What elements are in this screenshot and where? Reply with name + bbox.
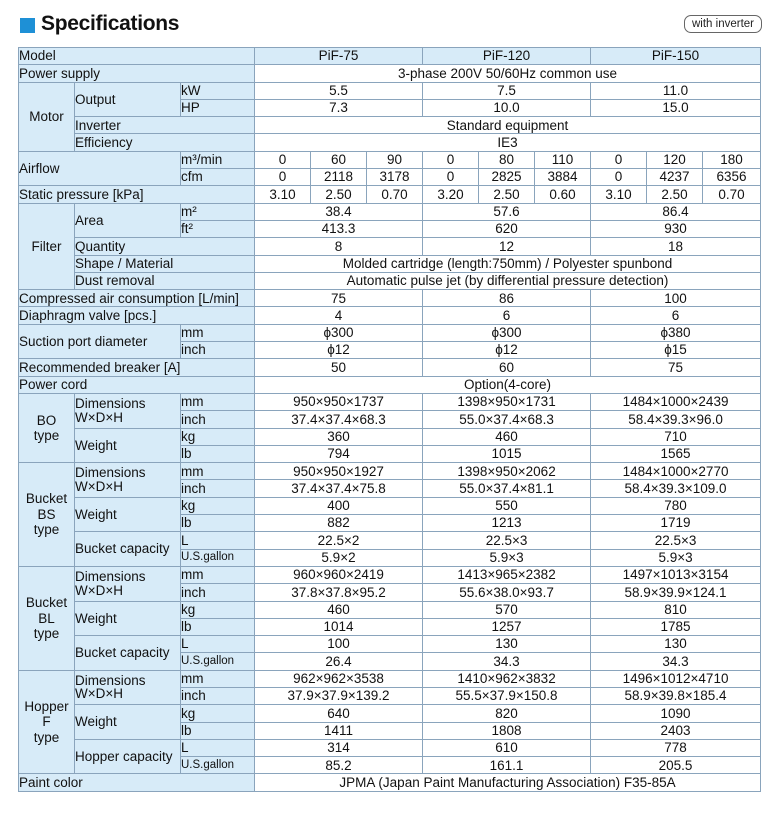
cell: ϕ12 — [423, 342, 591, 359]
dimensions-line1: Dimensions — [75, 465, 146, 481]
bl-type-line2: BL — [38, 610, 55, 626]
table-row — [19, 428, 761, 445]
unit-mm: mm — [181, 670, 255, 687]
cell: 780 — [591, 497, 761, 514]
cell: 86 — [423, 290, 591, 307]
table-row — [19, 636, 761, 653]
suction-label: Suction port diameter — [19, 324, 181, 359]
compressed-air-label: Compressed air consumption [L/min] — [19, 290, 255, 307]
cell: 1497×1013×3154 — [591, 566, 761, 583]
cell: 55.6×38.0×93.7 — [423, 584, 591, 601]
cell: 962×962×3538 — [255, 670, 423, 687]
cell: 1213 — [423, 515, 591, 532]
table-row — [19, 393, 761, 410]
model-pif150: PiF-150 — [591, 48, 761, 65]
cell: 1257 — [423, 618, 591, 635]
unit-ft2: ft² — [181, 220, 255, 237]
dimensions-line2: W×D×H — [75, 686, 124, 702]
cell: 460 — [423, 428, 591, 445]
bs-type-label — [19, 463, 75, 567]
bl-type-line3: type — [33, 626, 60, 642]
table-row — [19, 82, 761, 99]
bl-type-label — [19, 566, 75, 670]
unit-kg: kg — [181, 497, 255, 514]
weight-label: Weight — [75, 705, 181, 740]
table-row — [19, 463, 761, 480]
cell: 570 — [423, 601, 591, 618]
unit-gallon: U.S.gallon — [181, 757, 255, 774]
motor-label: Motor — [19, 82, 75, 151]
cell: 2.50 — [479, 186, 535, 203]
unit-l: L — [181, 532, 255, 549]
dimensions-line2: W×D×H — [75, 409, 124, 425]
cell: 34.3 — [591, 653, 761, 670]
hopper-type-line3: type — [33, 729, 60, 745]
cell: 314 — [255, 739, 423, 756]
cell: 7.3 — [255, 99, 423, 116]
table-header-row — [19, 48, 761, 65]
cell: 55.0×37.4×68.3 — [423, 411, 591, 428]
table-row — [19, 359, 761, 376]
cell: 1496×1012×4710 — [591, 670, 761, 687]
cell: 640 — [255, 705, 423, 722]
cell: 0 — [591, 151, 647, 168]
cell: 10.0 — [423, 99, 591, 116]
dimensions-line2: W×D×H — [75, 582, 124, 598]
cell: 810 — [591, 601, 761, 618]
unit-lb: lb — [181, 445, 255, 462]
cell: 0 — [255, 169, 311, 186]
cell: 950×950×1737 — [255, 393, 423, 410]
cell: 37.4×37.4×68.3 — [255, 411, 423, 428]
cell: 80 — [479, 151, 535, 168]
table-row — [19, 497, 761, 514]
cell: 2825 — [479, 169, 535, 186]
inverter-badge: with inverter — [684, 15, 762, 33]
power-cord-label: Power cord — [19, 376, 255, 393]
dimensions-line1: Dimensions — [75, 569, 146, 585]
cell: 1484×1000×2770 — [591, 463, 761, 480]
dimensions-label — [75, 393, 181, 428]
table-row — [19, 532, 761, 549]
cell: 26.4 — [255, 653, 423, 670]
bo-type-line2: type — [33, 428, 60, 444]
efficiency-label: Efficiency — [75, 134, 255, 151]
inverter-label: Inverter — [75, 117, 255, 134]
model-header: Model — [19, 48, 255, 65]
cell: ϕ12 — [255, 342, 423, 359]
cell: 1484×1000×2439 — [591, 393, 761, 410]
unit-mm: mm — [181, 463, 255, 480]
cell: 6356 — [703, 169, 761, 186]
airflow-label: Airflow — [19, 151, 181, 186]
table-row — [19, 65, 761, 82]
cell: 4237 — [647, 169, 703, 186]
power-supply-label: Power supply — [19, 65, 255, 82]
cell: 1413×965×2382 — [423, 566, 591, 583]
cell: 794 — [255, 445, 423, 462]
cell: 55.0×37.4×81.1 — [423, 480, 591, 497]
cell: 5.9×2 — [255, 549, 423, 566]
unit-gallon: U.S.gallon — [181, 549, 255, 566]
model-pif75: PiF-75 — [255, 48, 423, 65]
cell: 610 — [423, 739, 591, 756]
cell: 413.3 — [255, 220, 423, 237]
cell: 1398×950×1731 — [423, 393, 591, 410]
cell: 50 — [255, 359, 423, 376]
cell: 58.4×39.3×109.0 — [591, 480, 761, 497]
cell: 22.5×3 — [591, 532, 761, 549]
cell: 2.50 — [647, 186, 703, 203]
area-label: Area — [75, 203, 181, 238]
table-row — [19, 376, 761, 393]
cell: 6 — [423, 307, 591, 324]
unit-inch: inch — [181, 687, 255, 704]
dust-removal-value: Automatic pulse jet (by differential pressure detection) — [255, 272, 761, 289]
table-row — [19, 290, 761, 307]
unit-l: L — [181, 636, 255, 653]
capacity-label: Hopper capacity — [75, 739, 181, 774]
unit-gallon: U.S.gallon — [181, 653, 255, 670]
cell: 3.10 — [255, 186, 311, 203]
bs-type-line3: type — [33, 522, 60, 538]
bl-type-line1: Bucket — [25, 595, 68, 611]
unit-mm: mm — [181, 324, 255, 341]
cell: 100 — [255, 636, 423, 653]
cell: 1410×962×3832 — [423, 670, 591, 687]
cell: 0 — [255, 151, 311, 168]
filter-label: Filter — [19, 203, 75, 289]
model-pif120: PiF-120 — [423, 48, 591, 65]
cell: 3178 — [367, 169, 423, 186]
unit-lb: lb — [181, 618, 255, 635]
dimensions-line1: Dimensions — [75, 672, 146, 688]
cell: 86.4 — [591, 203, 761, 220]
cell: 550 — [423, 497, 591, 514]
cell: 1090 — [591, 705, 761, 722]
cell: 2403 — [591, 722, 761, 739]
unit-lb: lb — [181, 722, 255, 739]
cell: 60 — [311, 151, 367, 168]
cell: 2.50 — [311, 186, 367, 203]
weight-label: Weight — [75, 601, 181, 636]
capacity-label: Bucket capacity — [75, 636, 181, 671]
diaphragm-label: Diaphragm valve [pcs.] — [19, 307, 255, 324]
dimensions-label — [75, 566, 181, 601]
cell: 110 — [535, 151, 591, 168]
quantity-label: Quantity — [75, 238, 255, 255]
cell: 1411 — [255, 722, 423, 739]
unit-m3min: m³/min — [181, 151, 255, 168]
bo-type-label — [19, 393, 75, 462]
table-row — [19, 705, 761, 722]
cell: 3.20 — [423, 186, 479, 203]
cell: ϕ300 — [255, 324, 423, 341]
cell: 6 — [591, 307, 761, 324]
cell: 100 — [591, 290, 761, 307]
cell: 1398×950×2062 — [423, 463, 591, 480]
unit-mm: mm — [181, 566, 255, 583]
cell: 882 — [255, 515, 423, 532]
bo-type-line1: BO — [36, 412, 57, 428]
weight-label: Weight — [75, 428, 181, 463]
dust-removal-label: Dust removal — [75, 272, 255, 289]
unit-hp: HP — [181, 99, 255, 116]
cell: 205.5 — [591, 757, 761, 774]
bs-type-line1: Bucket — [25, 491, 68, 507]
dimensions-label — [75, 670, 181, 705]
cell: 5.9×3 — [591, 549, 761, 566]
cell: 620 — [423, 220, 591, 237]
table-row — [19, 203, 761, 220]
cell: 460 — [255, 601, 423, 618]
table-row — [19, 566, 761, 583]
table-row — [19, 670, 761, 687]
cell: 120 — [647, 151, 703, 168]
cell: 12 — [423, 238, 591, 255]
table-row — [19, 151, 761, 168]
unit-inch: inch — [181, 584, 255, 601]
hopper-type-line1: Hopper — [24, 698, 69, 714]
cell: 60 — [423, 359, 591, 376]
static-pressure-label: Static pressure [kPa] — [19, 186, 255, 203]
cell: 34.3 — [423, 653, 591, 670]
cell: 55.5×37.9×150.8 — [423, 687, 591, 704]
cell: 710 — [591, 428, 761, 445]
cell: 1808 — [423, 722, 591, 739]
unit-l: L — [181, 739, 255, 756]
inverter-value: Standard equipment — [255, 117, 761, 134]
cell: 75 — [591, 359, 761, 376]
bs-type-line2: BS — [37, 506, 56, 522]
dimensions-label — [75, 463, 181, 498]
power-cord-value: Option(4-core) — [255, 376, 761, 393]
power-supply-value: 3-phase 200V 50/60Hz common use — [255, 65, 761, 82]
cell: 1565 — [591, 445, 761, 462]
cell: 22.5×2 — [255, 532, 423, 549]
paint-color-label: Paint color — [19, 774, 255, 791]
unit-kg: kg — [181, 705, 255, 722]
cell: 15.0 — [591, 99, 761, 116]
cell: 3884 — [535, 169, 591, 186]
cell: 18 — [591, 238, 761, 255]
dimensions-line1: Dimensions — [75, 396, 146, 412]
cell: 75 — [255, 290, 423, 307]
table-row — [19, 255, 761, 272]
cell: 58.9×39.8×185.4 — [591, 687, 761, 704]
table-row — [19, 117, 761, 134]
cell: 0.70 — [367, 186, 423, 203]
cell: 180 — [703, 151, 761, 168]
unit-kg: kg — [181, 428, 255, 445]
unit-kg: kg — [181, 601, 255, 618]
cell: ϕ380 — [591, 324, 761, 341]
unit-inch: inch — [181, 411, 255, 428]
cell: 0 — [591, 169, 647, 186]
table-row — [19, 739, 761, 756]
cell: 130 — [423, 636, 591, 653]
breaker-label: Recommended breaker [A] — [19, 359, 255, 376]
cell: 90 — [367, 151, 423, 168]
cell: 130 — [591, 636, 761, 653]
cell: 1015 — [423, 445, 591, 462]
paint-color-value: JPMA (Japan Paint Manufacturing Association) F35-85A — [255, 774, 761, 791]
unit-m2: m² — [181, 203, 255, 220]
spec-table — [18, 47, 761, 792]
cell: 7.5 — [423, 82, 591, 99]
cell: 37.4×37.4×75.8 — [255, 480, 423, 497]
section-marker-icon — [20, 18, 35, 33]
unit-kw: kW — [181, 82, 255, 99]
hopper-type-line2: F — [42, 714, 51, 730]
cell: 0.70 — [703, 186, 761, 203]
cell: 161.1 — [423, 757, 591, 774]
unit-cfm: cfm — [181, 169, 255, 186]
output-label: Output — [75, 82, 181, 117]
cell: 8 — [255, 238, 423, 255]
cell: 820 — [423, 705, 591, 722]
capacity-label: Bucket capacity — [75, 532, 181, 567]
cell: 58.4×39.3×96.0 — [591, 411, 761, 428]
unit-inch: inch — [181, 342, 255, 359]
unit-lb: lb — [181, 515, 255, 532]
hopper-type-label — [19, 670, 75, 774]
cell: 38.4 — [255, 203, 423, 220]
shape-value: Molded cartridge (length:750mm) / Polyester spunbond — [255, 255, 761, 272]
dimensions-line2: W×D×H — [75, 478, 124, 494]
page-title: Specifications — [41, 12, 180, 35]
cell: 2118 — [311, 169, 367, 186]
cell: 37.9×37.9×139.2 — [255, 687, 423, 704]
cell: ϕ300 — [423, 324, 591, 341]
cell: 58.9×39.9×124.1 — [591, 584, 761, 601]
cell: 22.5×3 — [423, 532, 591, 549]
table-row — [19, 272, 761, 289]
table-row — [19, 774, 761, 791]
weight-label: Weight — [75, 497, 181, 532]
cell: 1785 — [591, 618, 761, 635]
unit-inch: inch — [181, 480, 255, 497]
cell: 5.5 — [255, 82, 423, 99]
cell: 960×960×2419 — [255, 566, 423, 583]
table-row — [19, 601, 761, 618]
cell: 400 — [255, 497, 423, 514]
section-header — [0, 0, 776, 44]
cell: 0.60 — [535, 186, 591, 203]
cell: 4 — [255, 307, 423, 324]
cell: 1719 — [591, 515, 761, 532]
cell: 11.0 — [591, 82, 761, 99]
cell: 360 — [255, 428, 423, 445]
cell: ϕ15 — [591, 342, 761, 359]
table-row — [19, 307, 761, 324]
cell: 950×950×1927 — [255, 463, 423, 480]
efficiency-value: IE3 — [255, 134, 761, 151]
cell: 85.2 — [255, 757, 423, 774]
cell: 0 — [423, 169, 479, 186]
cell: 930 — [591, 220, 761, 237]
cell: 778 — [591, 739, 761, 756]
cell: 57.6 — [423, 203, 591, 220]
table-row — [19, 324, 761, 341]
cell: 3.10 — [591, 186, 647, 203]
table-row — [19, 238, 761, 255]
cell: 5.9×3 — [423, 549, 591, 566]
cell: 0 — [423, 151, 479, 168]
table-row — [19, 186, 761, 203]
cell: 1014 — [255, 618, 423, 635]
cell: 37.8×37.8×95.2 — [255, 584, 423, 601]
table-row — [19, 134, 761, 151]
shape-label: Shape / Material — [75, 255, 255, 272]
unit-mm: mm — [181, 393, 255, 410]
